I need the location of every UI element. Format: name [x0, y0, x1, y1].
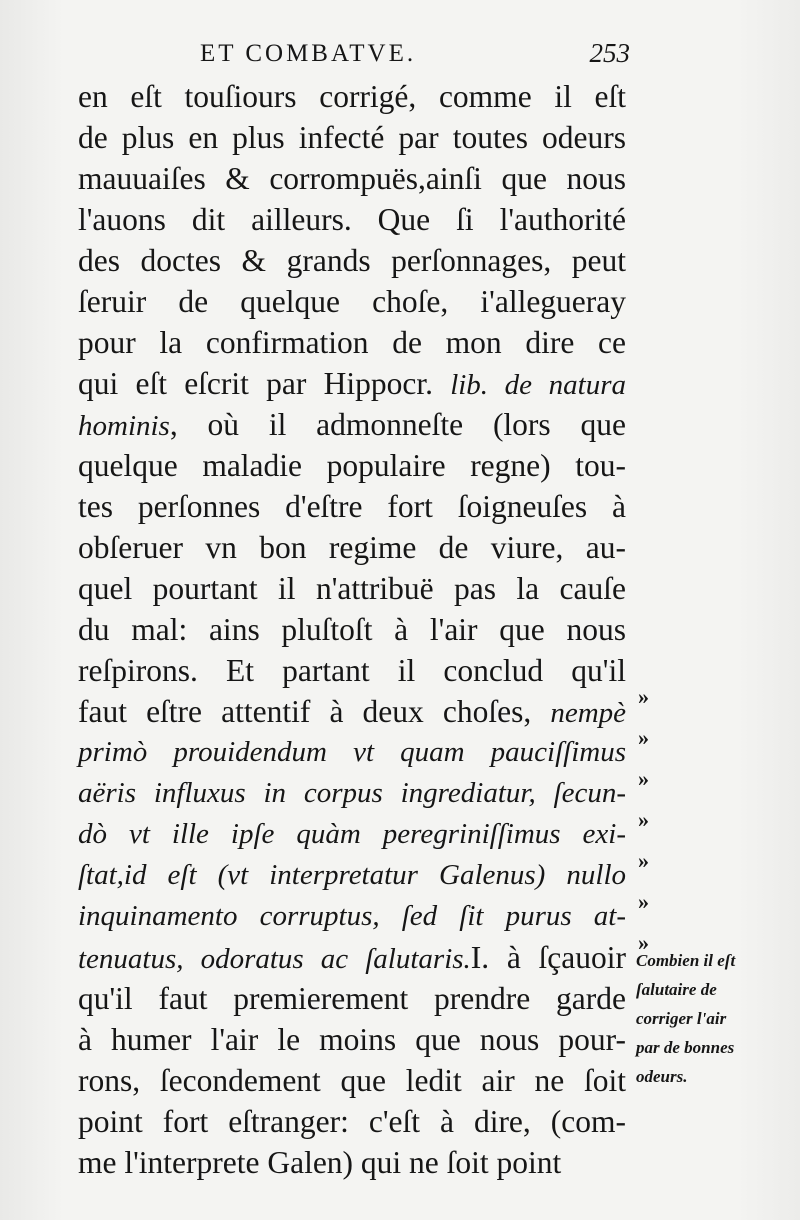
text-line: en eſt touſiours corrigé, comme il eſt [78, 79, 626, 114]
quotation-mark: » [638, 725, 649, 750]
quotation-mark: » [638, 848, 649, 873]
text-line [78, 404, 626, 445]
text-segment: faut eſtre attentif à deux choſes, [78, 694, 532, 729]
text-line [78, 691, 626, 732]
text-line: quel pourtant il n'attribuë pas la cauſe [78, 571, 626, 606]
latin-italic: tenuatus, odoratus ac ſalutaris. [78, 943, 471, 975]
text-line: me l'interprete Galen) qui ne ſoit point [78, 1145, 562, 1180]
body-text [78, 76, 626, 1183]
text-line [78, 363, 626, 404]
latin-quote-line: primò prouidendum vt quam pauciſſimus [78, 736, 626, 768]
margin-note-line: ſalutaire de [636, 980, 717, 999]
quotation-marks-column [638, 676, 668, 963]
quotation-mark: » [638, 930, 649, 955]
text-line: mauuaiſes & corrompuës,ainſi que nous [78, 161, 626, 196]
text-line: des doctes & grands perſonnages, peut [78, 243, 626, 278]
quotation-mark: » [638, 889, 649, 914]
text-line: obſeruer vn bon regime de viure, au- [78, 530, 626, 565]
page-number: 253 [589, 38, 630, 68]
page-header [200, 40, 630, 80]
margin-note-line: odeurs. [636, 1067, 688, 1086]
latin-quote-line: ſtat,id eſt (vt interpretatur Galenus) nullo [78, 859, 626, 891]
text-line: pour la confirmation de mon dire ce [78, 325, 626, 360]
quotation-mark: » [638, 766, 649, 791]
text-segment: qui eſt eſcrit par Hippocr. [78, 366, 433, 401]
running-title: ET COMBATVE. [200, 40, 417, 67]
text-segment: , où il admonneſte (lors que [169, 407, 626, 442]
text-segment: I. à ſçauoir [470, 940, 626, 975]
text-line: quelque maladie populaire regne) tou- [78, 448, 626, 483]
text-line: du mal: ains pluſtoſt à l'air que nous [78, 612, 626, 647]
text-line: ſeruir de quelque choſe, i'allegueray [78, 284, 626, 319]
margin-note [636, 946, 786, 1091]
margin-note-line: Combien il eſt [636, 951, 736, 970]
latin-italic: nempè [550, 697, 627, 729]
text-line: de plus en plus infecté par toutes odeurs [78, 120, 626, 155]
quotation-mark: » [638, 684, 649, 709]
margin-note-line: par de bonnes [636, 1038, 735, 1057]
text-line: rons, ſecondement que ledit air ne ſoit [78, 1063, 626, 1098]
reference-italic: lib. de natura [450, 369, 626, 401]
text-line: l'auons dit ailleurs. Que ſi l'authorité [78, 202, 626, 237]
quotation-mark: » [638, 807, 649, 832]
text-line: point fort eſtranger: c'eſt à dire, (com- [78, 1104, 626, 1139]
text-line: qu'il faut premierement prendre garde [78, 981, 626, 1016]
text-line [78, 937, 626, 978]
text-line: reſpirons. Et partant il conclud qu'il [78, 653, 626, 688]
text-line: à humer l'air le moins que nous pour- [78, 1022, 626, 1057]
latin-quote-line: aëris influxus in corpus ingrediatur, ſecun- [78, 777, 626, 809]
reference-italic: hominis [78, 410, 170, 442]
latin-quote-line: inquinamento corruptus, ſed ſit purus at- [78, 900, 626, 932]
text-line: tes perſonnes d'eſtre fort ſoigneuſes à [78, 489, 626, 524]
latin-quote-line: dò vt ille ipſe quàm peregriniſſimus exi- [78, 818, 626, 850]
margin-note-line: corriger l'air [636, 1009, 727, 1028]
